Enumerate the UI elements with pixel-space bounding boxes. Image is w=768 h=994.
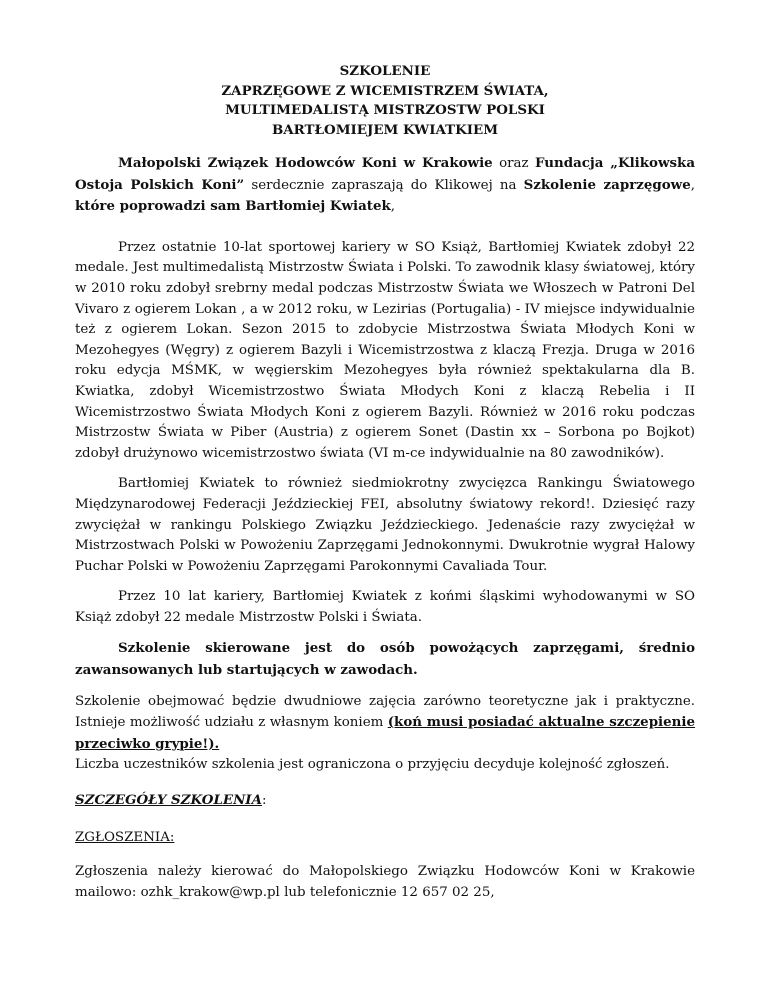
vaccination-warning: (koń musi posiadać aktualne szczepienie przeciwko grypie!).: [75, 714, 696, 752]
intro-paragraph: [75, 153, 695, 218]
career-paragraph: Przez ostatnie 10-lat sportowej kariery w SO Książ, Bartłomiej Kwiatek zdobył 22 medale. Jest multimedalistą Mistrzostw Świata i Polski. To zawodnik klasy światowej, który w 2010 roku zdobył srebrny medal podczas Mistrzostw Świata we Włoszech w Patroni Del Vivaro z ogierem Lokan , a w 2012 roku, w Lezirias (Portugalia) - IV miejsce indywidualnie też z ogierem Lokan. Sezon 2015 to zdobycie Mistrzostwa Świata Młodych Koni w Mezohegyes (Węgry) z ogierem Bazyli i Wicemistrzostwa z klaczą Frezja. Druga w 2016 roku edycja MŚMK, w węgierskim Mezohegyes była również spektakularna dla B. Kwiatka, zdobył Wicemistrzostwo Świata Młodych Koni z klaczą Rebelia i II Wicemistrzostwo Świata Młodych Koni z ogierem Bazyli. Również w 2016 roku podczas Mistrzostw Świata w Piber (Austria) z ogierem Sonet (Dastin xx – Sorbona po Bojkot) zdobył drużynowo wicemistrzostwo świata (VI m-ce indywidualnie na 80 zawodników).: [75, 239, 695, 461]
intro-org2: Fundacja „Klikowska Ostoja Polskich Koni”: [75, 155, 696, 193]
rankings-paragraph: Bartłomiej Kwiatek to również siedmiokrotny zwycięzca Rankingu Światowego Międzynarodowej Federacji Jeździeckiej FEI, absolutny światowy rekord!. Dziesięć razy zwyciężał w rankingu Polskiego Związku Jeździeckiego. Jedenaście razy zwyciężał w Mistrzostwach Polski w Powożeniu Zaprzęgami Jednokonnymi. Dwukrotnie wygrał Halowy Puchar Polski w Powożeniu Zaprzęgami Parokonnymi Cavaliada Tour.: [75, 476, 695, 574]
title-line-4: BARTŁOMIEJEM KWIATKIEM: [271, 121, 499, 138]
title-line-2: ZAPRZĘGOWE Z WICEMISTRZEM ŚWIATA,: [221, 82, 549, 99]
document-page: [75, 62, 695, 913]
applications-heading-text: ZGŁOSZENIA:: [75, 829, 175, 845]
intro-comma: ,: [690, 177, 695, 193]
document-title: [75, 62, 695, 140]
intro-end: ,: [390, 199, 396, 215]
intro-and: oraz: [492, 156, 535, 171]
details-heading-colon: :: [261, 793, 267, 809]
intro-invite: serdecznie zapraszają do Klikowej na: [244, 177, 524, 193]
audience-paragraph: [75, 638, 695, 681]
details-heading-text: SZCZEGÓŁY SZKOLENIA: [75, 792, 262, 809]
intro-led-by: które poprowadzi sam Bartłomiej Kwiatek: [75, 198, 391, 215]
intro-course: Szkolenie zaprzęgowe: [523, 176, 691, 193]
limit-paragraph: Liczba uczestników szkolenia jest ograniczona o przyjęciu decyduje kolejność zgłoszeń.: [75, 757, 670, 773]
applications-heading: [75, 828, 695, 849]
medals-paragraph: Przez 10 lat kariery, Bartłomiej Kwiatek z końmi śląskimi wyhodowanymi w SO Książ zdobył 22 medale Mistrzostw Polski i Świata.: [75, 589, 695, 625]
program-paragraph: [75, 692, 695, 756]
title-line-1: SZKOLENIE: [339, 63, 431, 79]
program-text: Szkolenie obejmować będzie dwudniowe zajęcia zarówno teoretyczne jak i praktyczne. Istnieje możliwość udziału z własnym koniem: [75, 693, 695, 731]
title-line-3: MULTIMEDALISTĄ MISTRZOSTW POLSKI: [225, 102, 545, 118]
audience-text: Szkolenie skierowane jest do osób powożących zaprzęgami, średnio zawansowanych lub startujących w zawodach.: [75, 640, 695, 679]
intro-org1: Małopolski Związek Hodowców Koni w Krakowie: [118, 155, 493, 171]
details-heading: [75, 790, 695, 812]
applications-paragraph: Zgłoszenia należy kierować do Małopolskiego Związku Hodowców Koni w Krakowie mailowo: ozhk_krakow@wp.pl lub telefonicznie 12 657 02 25,: [75, 864, 695, 900]
